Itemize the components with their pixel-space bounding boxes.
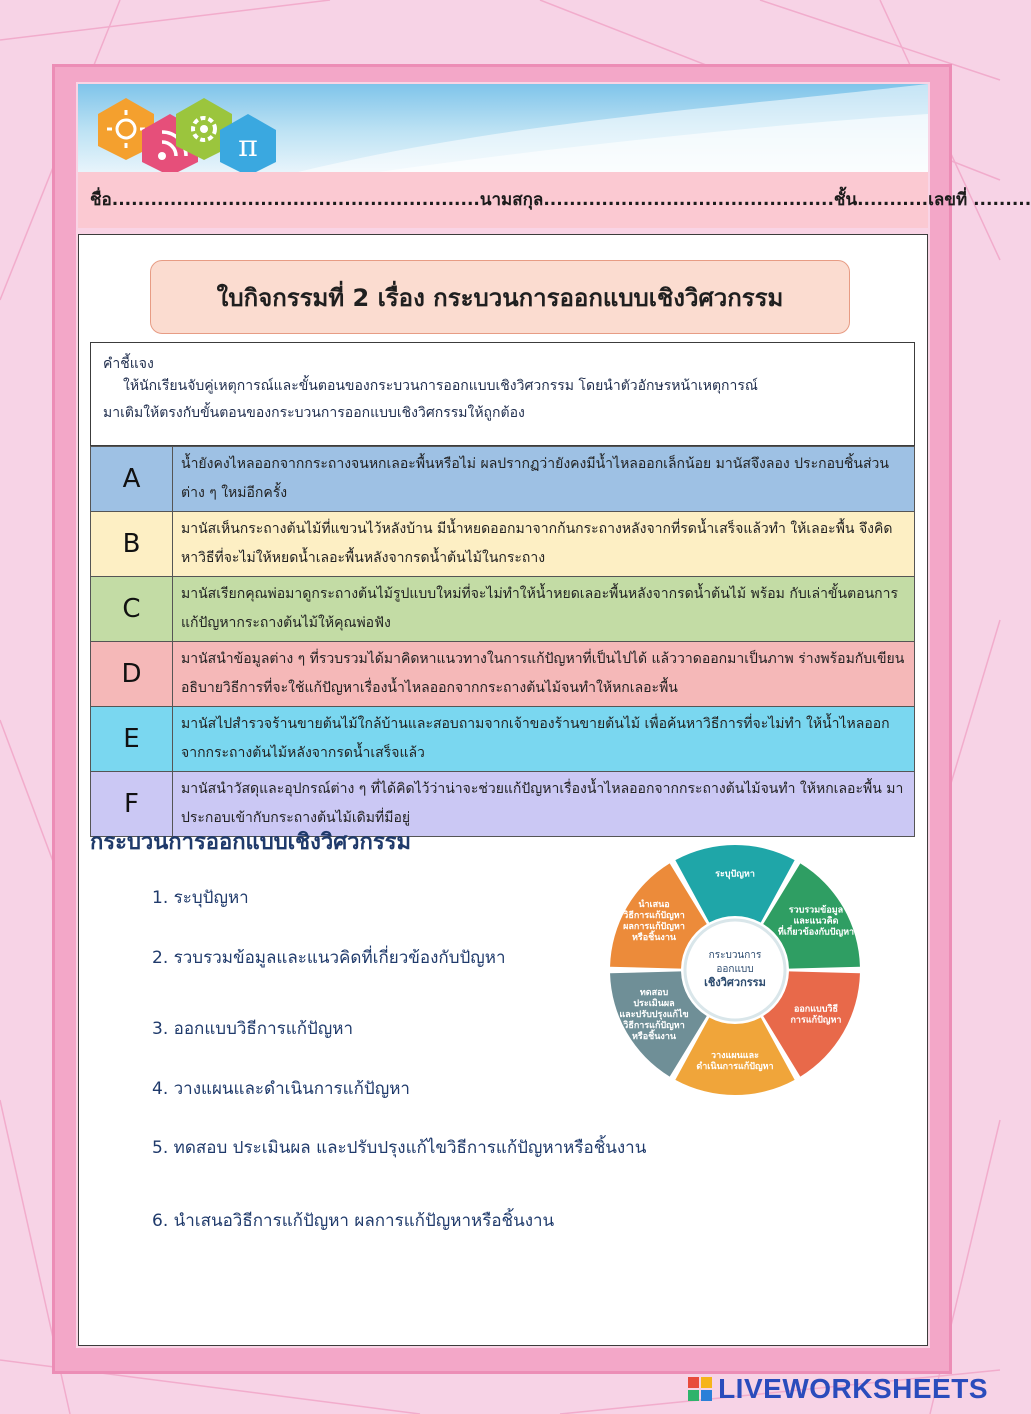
event-description: มานัสเห็นกระถางต้นไม้ที่แขวนไว้หลังบ้าน มีน้ำหยดออกมาจากก้นกระถางหลังจากที่รดน้ำเสร็จแล้วทำ ให้เลอะพื้น จึงคิดหาวิธีที่จะไม่ให้หยดน้ำเลอะพื้นหลังจากรดน้ำต้นไม้ในกระถาง [173, 512, 915, 577]
cycle-segment-label: รวบรวมข้อมูลและแนวคิดที่เกี่ยวข้องกับปัญหา [777, 905, 855, 938]
event-description: มานัสนำข้อมูลต่าง ๆ ที่รวบรวมได้มาคิดหาแนวทางในการแก้ปัญหาที่เป็นไปได้ แล้ววาดออกมาเป็นภาพ ร่างพร้อมกับเขียนอธิบายวิธีการที่จะใช้แก้ปัญหาเรื่องน้ำไหลออกจากกระถางต้นไม้จนทำให้หกเลอะพื้น [173, 642, 915, 707]
student-name-line[interactable]: ชื่อ.........................................................นามสกุล.............................................ชั้น...........เลขที่ ......... [78, 172, 928, 228]
event-row [91, 447, 915, 512]
event-letter: B [91, 512, 173, 577]
brand-mark-square [701, 1390, 712, 1401]
event-letter: A [91, 447, 173, 512]
cycle-segment-label: ออกแบบวิธีการแก้ปัญหา [790, 1004, 842, 1026]
svg-text:π: π [238, 129, 258, 164]
event-letter: C [91, 577, 173, 642]
process-step: 4. วางแผนและดำเนินการแก้ปัญหา [152, 1079, 410, 1099]
instructions-line-2: มาเติมให้ตรงกับขั้นตอนของกระบวนการออกแบบเชิงวิศกรรมให้ถูกต้อง [103, 405, 525, 421]
worksheet-title: ใบกิจกรรมที่ 2 เรื่อง กระบวนการออกแบบเชิงวิศวกรรม [150, 260, 850, 334]
event-description: มานัสนำวัสดุและอุปกรณ์ต่าง ๆ ที่ได้คิดไว้ว่าน่าจะช่วยแก้ปัญหาเรื่องน้ำไหลออกจากกระถางต้นไม้จนทำ ให้หกเลอะพื้น มาประกอบเข้ากับกระถางต้นไม้เดิมที่มีอยู่ [173, 772, 915, 837]
process-title: กระบวนการออกแบบเชิงวิศวกรรม [90, 830, 411, 855]
event-letter: E [91, 707, 173, 772]
event-row [91, 512, 915, 577]
cycle-center-label: กระบวนการออกแบบเชิงวิศวกรรม [704, 950, 766, 989]
liveworksheets-brand-text: LIVEWORKSHEETS [718, 1373, 988, 1404]
brand-mark-square [688, 1377, 699, 1388]
event-description: มานัสไปสำรวจร้านขายต้นไม้ใกล้บ้านและสอบถามจากเจ้าของร้านขายต้นไม้ เพื่อค้นหาวิธีการที่จะไม่ทำ ให้น้ำไหลออกจากกระถางต้นไม้หลังจากรดน้ำเสร็จแล้ว [173, 707, 915, 772]
brand-mark-square [688, 1390, 699, 1401]
brand-mark-square [701, 1377, 712, 1388]
event-row [91, 707, 915, 772]
process-step: 6. นำเสนอวิธีการแก้ปัญหา ผลการแก้ปัญหาหรือชิ้นงาน [152, 1211, 555, 1231]
events-table [90, 446, 915, 837]
process-step: 3. ออกแบบวิธีการแก้ปัญหา [152, 1019, 354, 1039]
cycle-segment-label: ระบุปัญหา [715, 869, 755, 880]
liveworksheets-mark-icon [688, 1377, 712, 1401]
instructions-line-1: ให้นักเรียนจับคู่เหตุการณ์และขั้นตอนของกระบวนการออกแบบเชิงวิศวกรรม โดยนำตัวอักษรหน้าเหตุการณ์ [123, 378, 758, 394]
process-step: 5. ทดสอบ ประเมินผล และปรับปรุงแก้ไขวิธีการแก้ปัญหาหรือชิ้นงาน [152, 1138, 647, 1158]
design-process-cycle-diagram [600, 840, 870, 1100]
event-description: มานัสเรียกคุณพ่อมาดูกระถางต้นไม้รูปแบบใหม่ที่จะไม่ทำให้น้ำหยดเลอะพื้นหลังจากรดน้ำต้นไม้ พร้อม กับเล่าขั้นตอนการแก้ปัญหากระถางต้นไม้ให้คุณพ่อฟัง [173, 577, 915, 642]
liveworksheets-logo [688, 1374, 988, 1404]
event-letter: D [91, 642, 173, 707]
instructions-heading: คำชี้แจง [103, 356, 154, 372]
process-step: 1. ระบุปัญหา [152, 888, 249, 908]
instructions-box [90, 342, 915, 446]
cycle-segment-label: วางแผนและดำเนินการแก้ปัญหา [696, 1051, 774, 1072]
event-row [91, 642, 915, 707]
process-step: 2. รวบรวมข้อมูลและแนวคิดที่เกี่ยวข้องกับปัญหา [152, 948, 506, 968]
cycle-segment-label: ทดสอบประเมินผลและปรับปรุงแก้ไขวิธีการแก้ปัญหาหรือชิ้นงาน [619, 987, 689, 1042]
event-letter: F [91, 772, 173, 837]
pi-icon [218, 112, 278, 178]
cycle-segment-label: นำเสนอวิธีการแก้ปัญหาผลการแก้ปัญหาหรือชิ้นงาน [623, 899, 685, 943]
event-description: น้ำยังคงไหลออกจากกระถางจนหกเลอะพื้นหรือไม่ ผลปรากฏว่ายังคงมีน้ำไหลออกเล็กน้อย มานัสจึงลอง ประกอบชิ้นส่วนต่าง ๆ ใหม่อีกครั้ง [173, 447, 915, 512]
event-row [91, 577, 915, 642]
